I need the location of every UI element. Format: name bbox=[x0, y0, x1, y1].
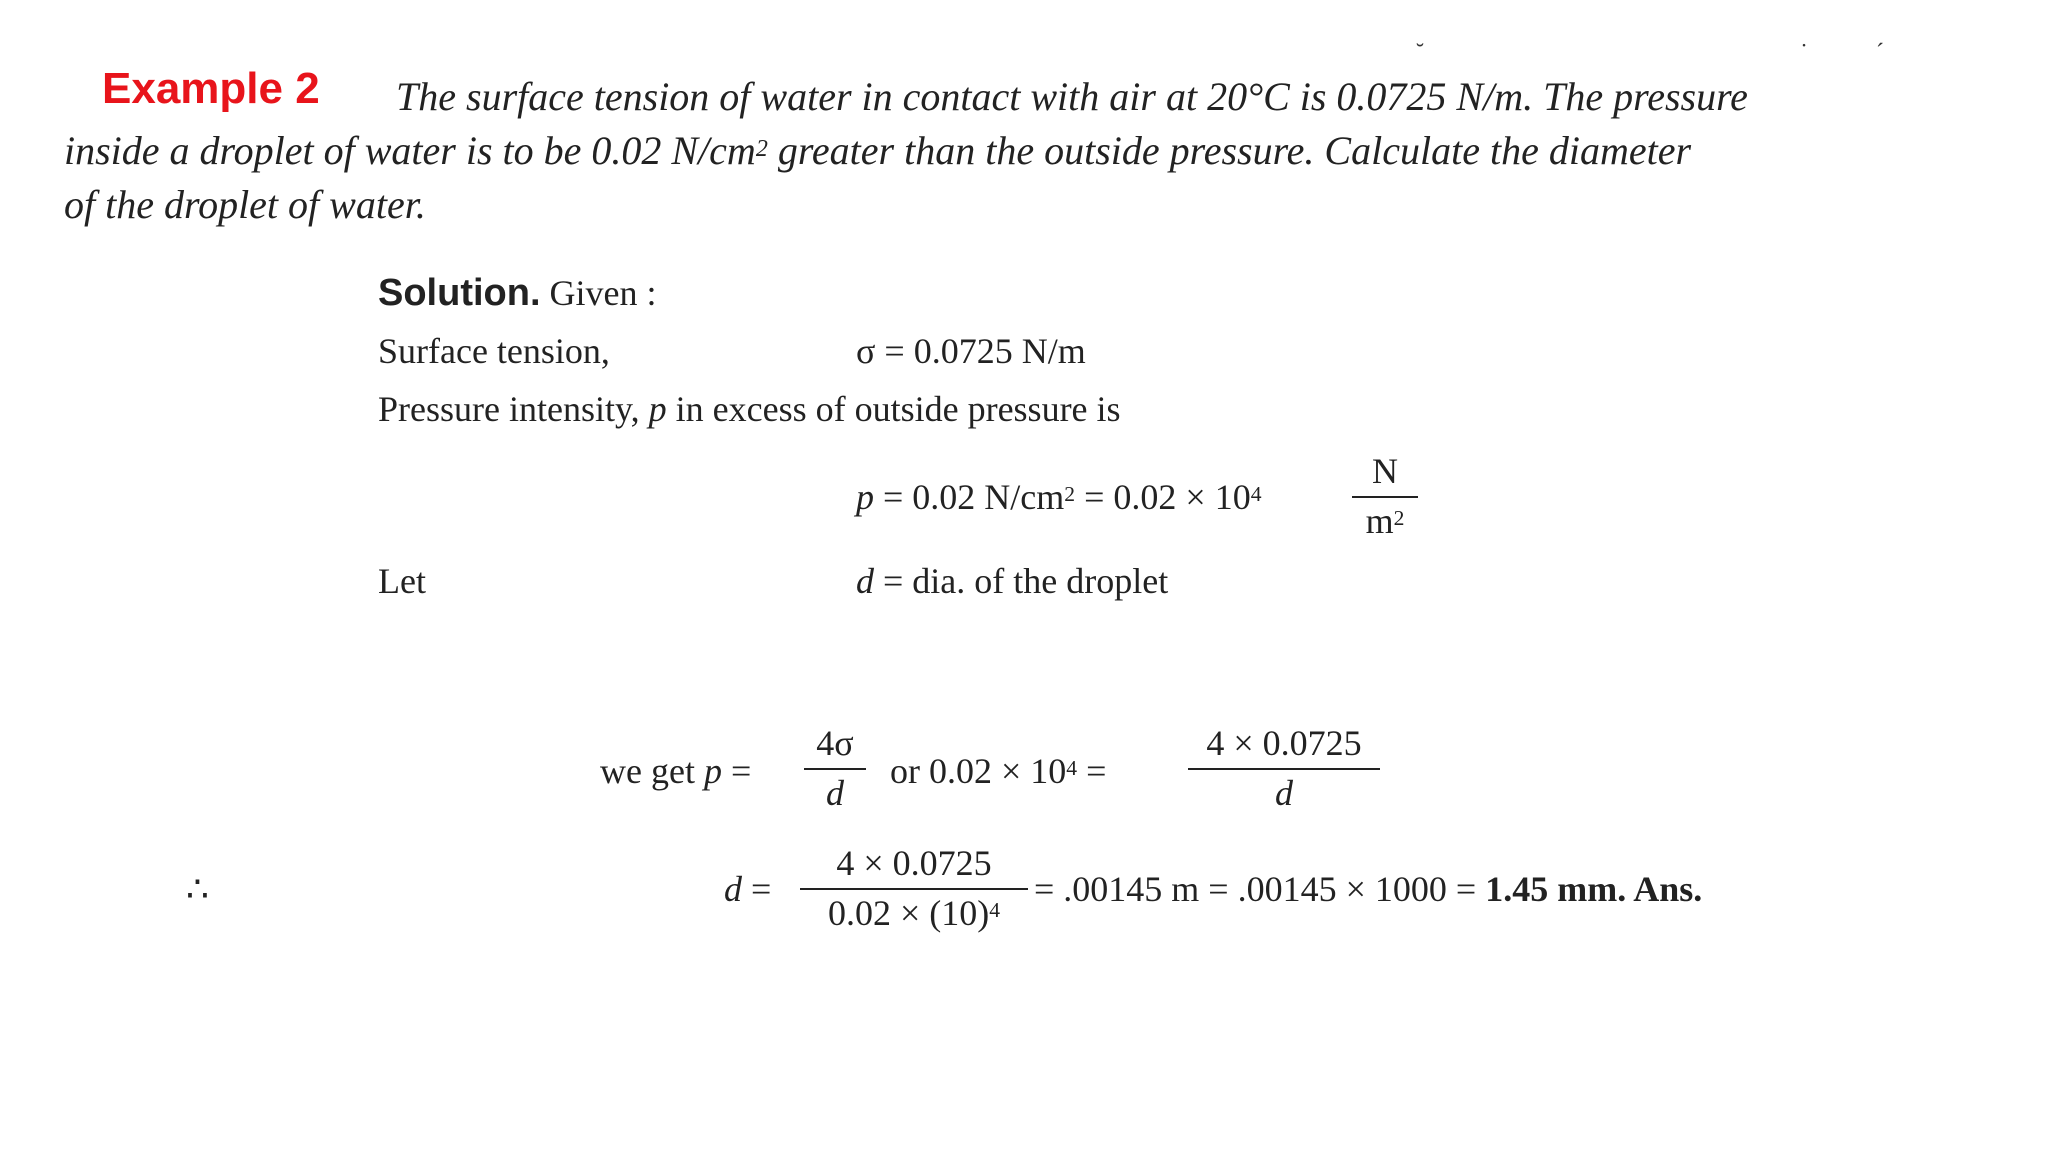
pressure-unit-fraction: N $m^2$ bbox=[1352, 450, 1418, 542]
let-label: Let bbox=[378, 561, 426, 601]
final-answer: 1.45 mm. Ans. bbox=[1485, 869, 1703, 909]
scan-artifact: ˙ bbox=[1800, 40, 1808, 66]
we-get-prefix: we get p = bbox=[600, 751, 752, 791]
solution-heading: Solution. Given : bbox=[378, 272, 657, 314]
pressure-intensity-label: Pressure intensity, p in excess of outside pressure is bbox=[378, 389, 1121, 429]
fraction-4x0725-over-d: 4 × 0.0725 d bbox=[1188, 722, 1380, 814]
we-get-middle: or $0.02 \times 10^4$ = bbox=[890, 751, 1107, 791]
problem-line-2: inside a droplet of water is to be 0.02 $N/cm^2$ greater than the outside pressure. Calculate the diameter bbox=[64, 128, 1692, 173]
surface-tension-label: Surface tension, bbox=[378, 331, 610, 371]
result-rest: = .00145 m = .00145 × 1000 = 1.45 mm. Ans. bbox=[1034, 869, 1703, 909]
therefore-symbol: ∴ bbox=[186, 869, 209, 909]
example-label: Example 2 bbox=[102, 64, 320, 113]
given-label: Given : bbox=[549, 273, 657, 313]
pressure-equation: p = 0.02 $N/cm^2 = 0.02 \times 10^4$ bbox=[856, 477, 1262, 517]
let-definition: d = dia. of the droplet bbox=[856, 561, 1169, 601]
result-lhs: d = bbox=[724, 869, 772, 909]
surface-tension-value: σ = 0.0725 N/m bbox=[856, 331, 1086, 371]
scan-artifact: ˊ bbox=[1876, 40, 1884, 66]
result-fraction: 4 × 0.0725 $0.02 \times (10)^4$ bbox=[800, 842, 1028, 942]
fraction-4sigma-over-d: 4σ d bbox=[804, 722, 866, 814]
scan-artifact: ˘ bbox=[1416, 40, 1424, 66]
problem-line-1: The surface tension of water in contact with air at 20°C is 0.0725 N/m. The pressure bbox=[396, 74, 1748, 119]
problem-line-3: of the droplet of water. bbox=[64, 182, 426, 227]
